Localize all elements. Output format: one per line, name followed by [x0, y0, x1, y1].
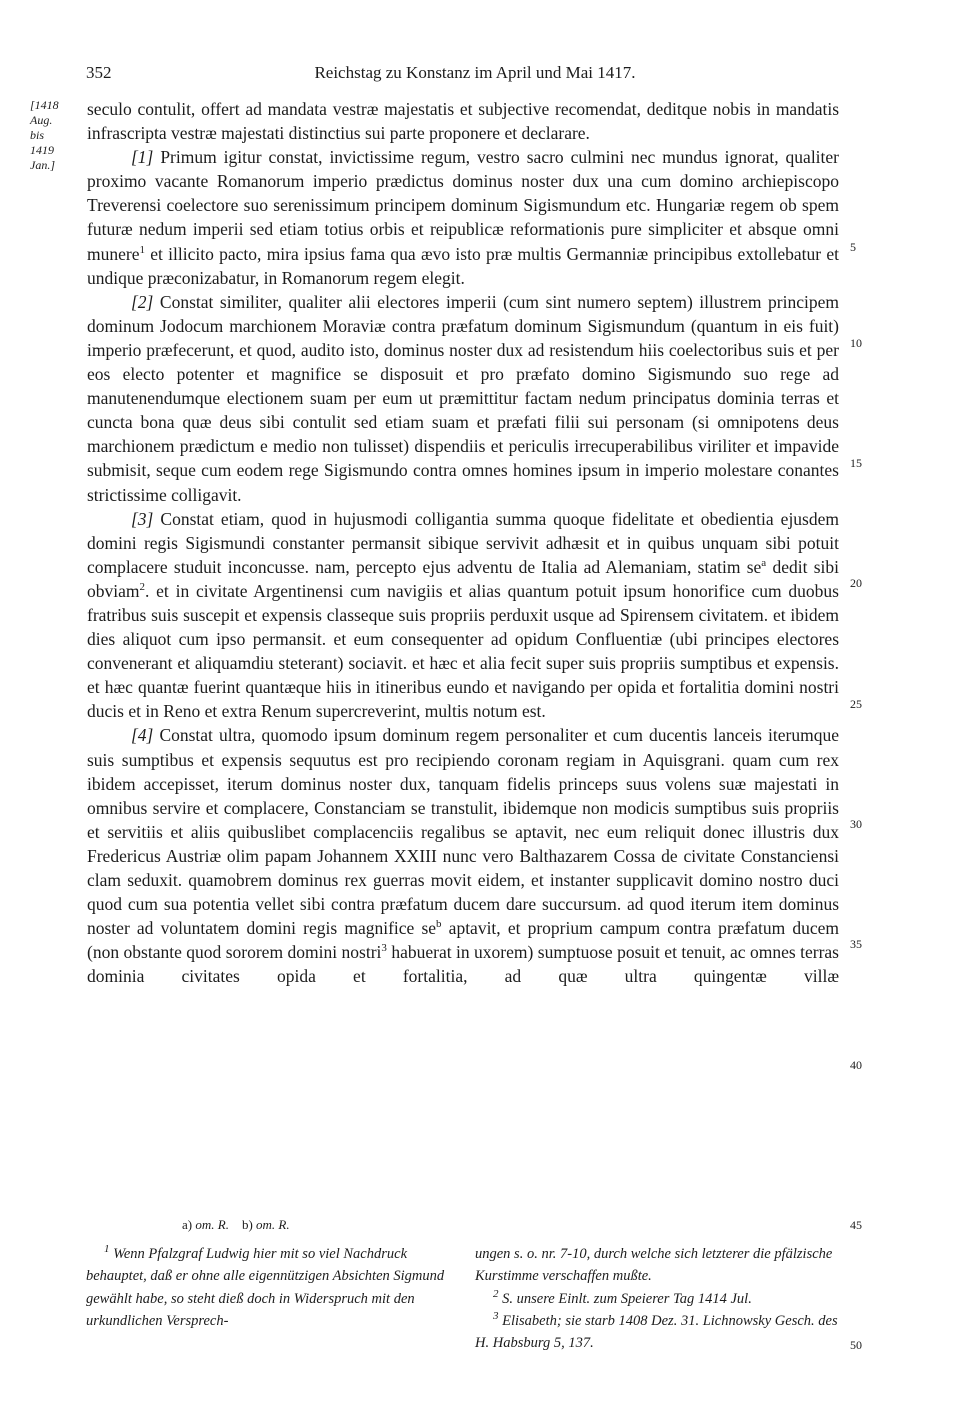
main-text — [87, 97, 839, 988]
variant-apparatus — [182, 1217, 290, 1233]
line-number: 30 — [850, 817, 862, 831]
running-head: Reichstag zu Konstanz im April und Mai 1417. — [314, 63, 636, 82]
variant-label: a) — [182, 1217, 193, 1232]
footnote-number: 1 — [104, 1243, 110, 1256]
paragraph-3 — [87, 507, 839, 724]
footnote-column-left — [86, 1243, 451, 1332]
paragraph-text: . et in civitate Argentinensi cum navigiis et alias quantum potuit ipsum honorifice cum duobus fratribus suis suscepit et expensis classeque suis propriis perduxit usque ad Spirensem civitatem. et ibidem dies aliquot cum ipso permansit. et eum consequenter ad opidum Confluentiæ (ubi principes electores convenerant et aliquamdiu steterant) sociavit. et hæc et alia fecit super suis propriis sumptibus et expensis. et hæc quantæ fuerint quantæque hiis in itineribus eundo et navigando per opida et fortalitia domini nostri ducis et in Reno et extra Renum supercreverint, multis notum est. — [87, 580, 839, 722]
footnote-1-continued: ungen s. o. nr. 7-10, durch welche sich letzterer die pfälzische Kurstimme verschaffen mußte. — [475, 1246, 833, 1285]
margin-date-note — [30, 98, 80, 173]
margin-date-line: Jan.] — [30, 158, 55, 172]
variant-ref: b — [436, 918, 442, 931]
margin-date-line: Aug. — [30, 113, 53, 127]
footnote-column-right — [475, 1243, 840, 1354]
margin-date-line: 1419 — [30, 143, 54, 157]
line-number: 20 — [850, 576, 862, 590]
variant-text: om. R. — [256, 1217, 290, 1232]
footnote-number: 3 — [493, 1310, 499, 1323]
section-number: [1] — [131, 147, 154, 168]
paragraph-text: Constat similiter, qualiter alii electores imperii (cum sint numero septem) illustrem principem dominum Jodocum marchionem Moraviæ contra præfatum dominum Sigismundum (quantum in eis fuit) imperio præfecerunt, et quod, audito isto, dominus noster dux ad resistendum hiis coelectoribus suis et per eos electo potenter et magnifice se disposuit et pro præfato domino Sigismundo suo rege ad manutenendumque electionem suam per eum ut præmittitur factam nedum principatus dominia terras et cuncta bona quæ deus sibi contulit sed etiam suam et præfati filii sui personam (si omnipotens deus marchionem prædictum e medio non tulisset) dispendiis et periculis irrecuperabilibus viriliter et impavide submisit, seque cum eodem rege Sigismundo contra omnes homines ipsum in imperio molestare conantes strictissime colligavit. — [87, 291, 839, 505]
footnote-text: Wenn Pfalzgraf Ludwig hier mit so viel Nachdruck behauptet, daß er ohne alle eigennützigen Absichten Sigmund gewählt habe, so steht dieß doch in Widerspruch mit den urkundlichen Versprech- — [86, 1246, 445, 1329]
paragraph-text: habuerat in uxorem) sumptuose posuit et tenuit, ac omnes terras dominia civitates opida et fortalitia, ad quæ ultra quingentæ villæ — [87, 942, 839, 987]
paragraph-intro — [87, 97, 839, 145]
line-number: 25 — [850, 697, 862, 711]
footnote-ref: 3 — [381, 942, 387, 955]
paragraph-1 — [87, 145, 839, 290]
footnote-text: Elisabeth; sie starb 1408 Dez. 31. Lichnowsky Gesch. des H. Habsburg 5, 137. — [475, 1312, 838, 1352]
footnote-3 — [475, 1310, 840, 1355]
footnote-text: S. unsere Einlt. zum Speierer Tag 1414 Jul. — [502, 1290, 752, 1307]
footnote-ref: 2 — [139, 581, 145, 594]
margin-date-line: bis — [30, 128, 45, 142]
line-number: 45 — [850, 1218, 862, 1232]
variant-label: b) — [241, 1217, 253, 1232]
variant-text: om. R. — [195, 1217, 229, 1232]
footnote-number: 2 — [493, 1287, 499, 1300]
footnote-2 — [475, 1288, 840, 1310]
section-number: [2] — [131, 291, 154, 312]
line-number: 40 — [850, 1058, 862, 1072]
section-number: [3] — [131, 508, 154, 529]
line-number: 5 — [850, 240, 856, 254]
line-number: 10 — [850, 336, 862, 350]
paragraph-text: Primum igitur constat, invictissime regum, vestro sacro culmini nec mundus ignorat, qualiter proximo vacante Romanorum imperio prædictus dominus noster dux una cum domino archiepiscopo Treverensi coelectore suo serenissimum principem dominum Sigismundum etc. Hungariæ regem ob spem futuræ nedum imperii sed etiam totius orbis et reipublicæ reformationis pure simpliciter et absque omni munere — [87, 147, 839, 264]
margin-date-line: [1418 — [30, 98, 59, 112]
paragraph-text: Constat ultra, quomodo ipsum dominum regem personaliter et cum ducentis lanceis iterumque suis sumptibus et expensis sequutus est pro recipiendo coronam regiam in Aquisgrani. quam cum rex ibidem accepisset, iterum dominus noster dux, tanquam fidelis princeps suus volens suæ majestati in omnibus servire et complacere, Constanciam se transtulit, ibidemque non modicis sumptibus suis propriis et servitiis et aliis quibuslibet complacenciis regalibus se aptavit, nec eum reliquit donec illustris dux Fredericus Austriæ olim papam Johannem XXIII nunc vero Balthazarem Cossa de civitate Constanciensi clam seduxit. quamobrem dominus rex guerras movit eidem, et instanter supplicavit domino nostro duci quod cum sua potentia vellet sibi contra præfatum ducem dare succursum. ad quod iterum item dominus noster ad voluntatem domini regis magnifice se — [87, 725, 839, 939]
paragraph-4 — [87, 723, 839, 988]
paragraph-text: dedit sibi obviam — [87, 556, 839, 601]
paragraph-text: Constat etiam, quod in hujusmodi colligantia summa quoque fidelitate et obedientia ejusdem domini regis Sigismundi constanter permansit sibique servivit adhæsit et in quibus unquam sibi potuit complacere studuit inconcusse. nam, percepto ejus adventu de Italia ad Alemaniam, statim se — [87, 508, 839, 577]
paragraph-text: seculo contulit, offert ad mandata vestræ majestatis et subjective recomendat, deditque nobis in mandatis infrascripta vestræ majestati distinctius sui parte proponere et declarare. — [87, 99, 839, 144]
paragraph-2 — [87, 290, 839, 507]
section-number: [4] — [131, 725, 154, 746]
line-number: 15 — [850, 456, 862, 470]
page-header — [86, 63, 864, 87]
footnote-ref: 1 — [139, 243, 145, 256]
page-number: 352 — [86, 63, 112, 82]
footnote-1 — [86, 1243, 451, 1332]
line-number: 35 — [850, 937, 862, 951]
paragraph-text: et illicito pacto, mira ipsius fama qua ævo isto præ multis Germanniæ principibus extollebatur et undique præconizabatur, in Romanorum regem elegit. — [87, 243, 839, 288]
variant-ref: a — [761, 556, 767, 569]
line-number: 50 — [850, 1338, 862, 1352]
paragraph-text: aptavit, et proprium campum contra præfatum ducem (non obstante quod sororem domini nostri — [87, 918, 839, 963]
